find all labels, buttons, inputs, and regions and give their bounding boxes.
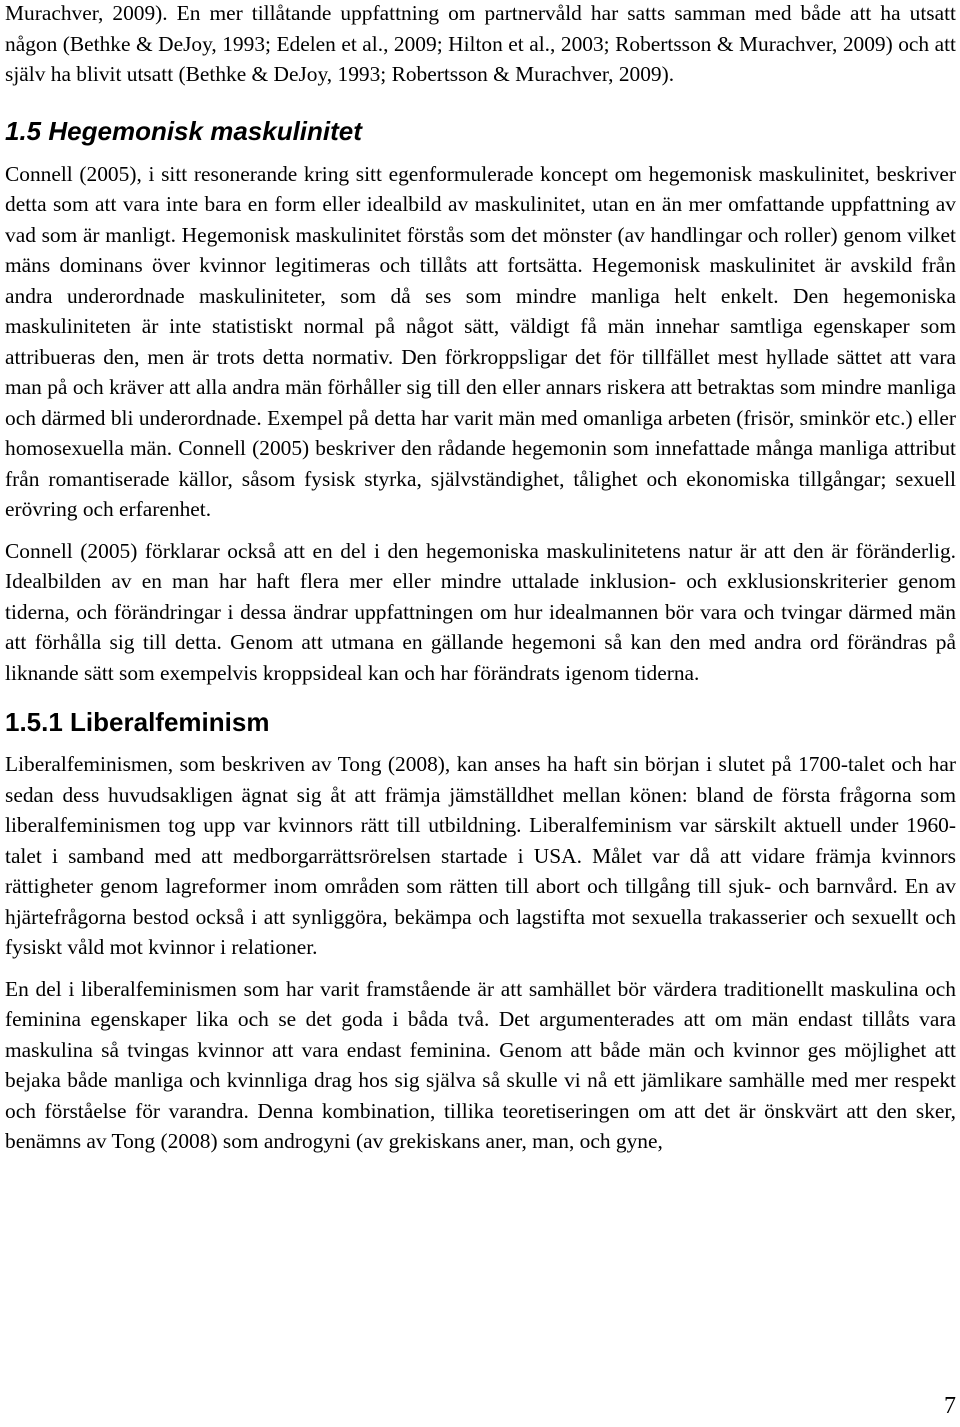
paragraph-hegemonisk-2: Connell (2005) förklarar också att en del i den hegemoniska maskulinitetens natur är att den är föränderlig. Idealbilden av en man har haft flera mer eller mindre uttalade inklusion- och exklusionskriterier genom tiderna, och förändringar i dessa ändrar uppfattningen om hur idealmannen bör vara och tvingar därmed män att förhålla sig till detta. Genom att utmana en gällande hegemoni så kan den med andra ord förändras på liknande sätt som exempelvis kroppsideal kan och har förändrats igenom tiderna. <box>5 538 956 685</box>
intro-paragraph: Murachver, 2009). En mer tillåtande uppfattning om partnervåld har satts samman med både att ha utsatt någon (Bethke & DeJoy, 1993; Edelen et al., 2009; Hilton et al., 2003; Robertsson & Murachver, 2009) och att själv ha blivit utsatt (Bethke & DeJoy, 1993; Robertsson & Murachver, 2009). <box>5 1 956 86</box>
paragraph-hegemonisk-1: Connell (2005), i sitt resonerande kring sitt egenformulerade koncept om hegemonisk maskulinitet, beskriver detta som att vara inte bara en form eller idealbild av maskulinitet, utan en än mer omfattande uppfattning av vad som är manligt. Hegemonisk maskulinitet förstås som det mönster (av handlingar och roller) genom vilket mäns dominans över kvinnor legitimeras och tillåts att fortsätta. Hegemonisk maskulinitet är avskild från andra underordnade maskuliniteter, som då ses som mindre manliga helt enkelt. Den hegemoniska maskuliniteten är inte statistiskt normal på något sätt, väldigt få män innehar samtliga egenskaper som attribueras den, men är trots detta normativ. Den förkroppsligar det för tillfället mest hyllade sättet att vara man på och kräver att alla andra män förhåller sig till den eller annars riskera att betraktas som mindre manliga och därmed bli underordnade. Exempel på detta har varit män med omanliga arbeten (frisör, sminkör etc.) eller homosexuella män. Connell (2005) beskriver den rådande hegemonin som innefattade många manliga attribut från romantiserade källor, såsom fysisk styrka, självständighet, tålighet och ekonomiska tillgångar; sexuell erövring och erfarenhet. <box>5 161 956 521</box>
section-heading-liberalfeminism: 1.5.1 Liberalfeminism <box>5 707 270 737</box>
document-page <box>5 0 956 1157</box>
paragraph-liberalfeminism-1: Liberalfeminismen, som beskriven av Tong (2008), kan anses ha haft sin början i slutet på 1700-talet och har sedan dess huvudsakligen ägnat sig åt att främja jämställdhet mellan könen: bland de första frågorna som liberalfeminismen tog upp var kvinnors rätt till utbildning. Liberalfeminism var särskilt aktuell under 1960-talet i samband med att medborgarrättsrörelsen startade i USA. Målet var då att vidare främja kvinnors rättigheter genom lagreformer inom områden som rätten till abort och tillgång till sjuk- och barnvård. En av hjärtefrågorna bestod också i att synliggöra, bekämpa och lagstifta mot sexuella trakasserier och sexuellt och fysiskt våld mot kvinnor i relationer. <box>5 752 956 959</box>
section-heading-hegemonisk-maskulinitet: 1.5 Hegemonisk maskulinitet <box>5 115 362 146</box>
paragraph-liberalfeminism-2: En del i liberalfeminismen som har varit framstående är att samhället bör värdera traditionellt maskulina och feminina egenskaper lika och se det goda i båda två. Det argumenterades att om män endast tillåts vara maskulina så tvingas kvinnor att vara endast feminina. Genom att både män och kvinnor ges möjlighet att bejaka både manliga och kvinnliga drag hos sig själva så skulle vi nå ett jämlikare samhälle med mer respekt och förståelse för varandra. Denna kombination, tillika teoretiseringen om att det är önskvärt att den sker, benämns av Tong (2008) som androgyni (av grekiskans aner, man, och gyne, <box>5 976 956 1153</box>
page-number: 7 <box>944 1393 956 1419</box>
